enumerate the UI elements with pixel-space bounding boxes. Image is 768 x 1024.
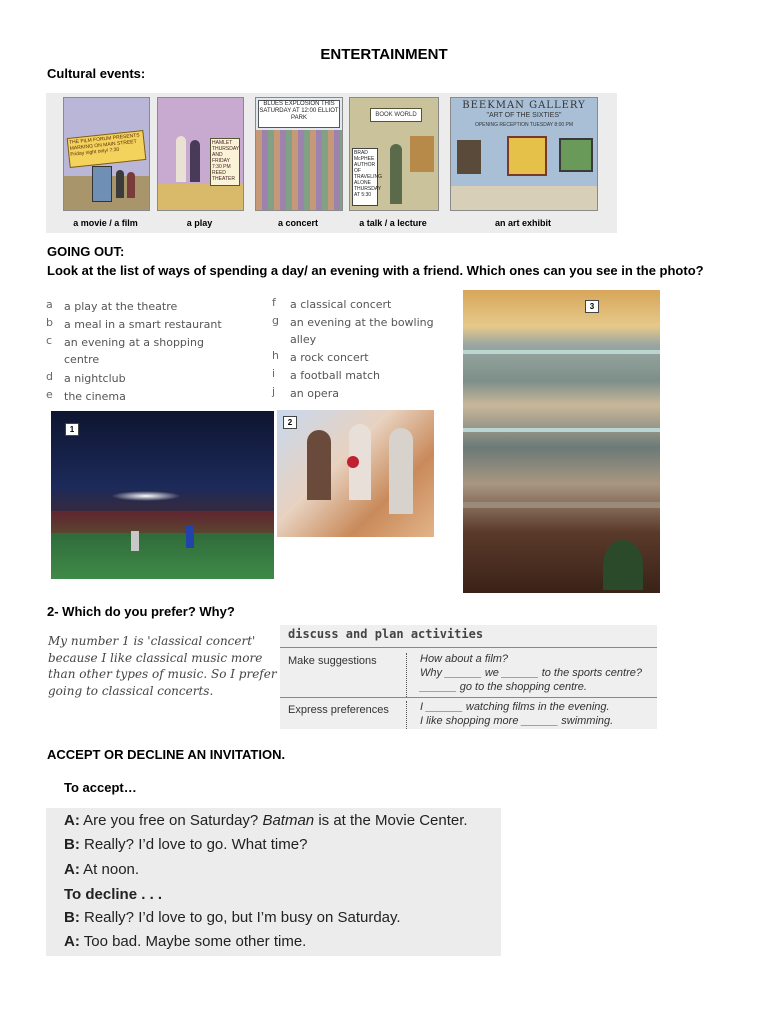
to-accept-label: To accept… (64, 780, 137, 795)
discuss-heading: discuss and plan activities (288, 627, 484, 641)
play-illustration (157, 97, 244, 211)
suggestion-line: Why ______ we ______ to the sports centre? (420, 667, 642, 679)
caption-art-exhibit: an art exhibit (494, 218, 551, 228)
talk-sign: BRAD McPHEE AUTHOR OF TRAVELING ALONE THURSDAY AT 5:30 (352, 148, 378, 206)
activities-list: a a play at the theatre b a meal in a smart restaurant c an evening at a shopping centre d a nightclub e the cinema f a classical concert g an evening at the bowling alley h a rock concert i a football match j an opera (46, 296, 434, 403)
gallery-name: BEEKMAN GALLERY (462, 100, 586, 111)
photo-label-2: 2 (283, 416, 297, 429)
shopping-centre-photo (463, 290, 660, 593)
dialogue-line: B: Really? I’d love to go, but I’m busy on Saturday. (64, 909, 401, 926)
gallery-info: OPENING RECEPTION TUESDAY 8:00 PM (474, 122, 574, 128)
football-match-photo (51, 411, 274, 579)
prefer-heading: 2- Which do you prefer? Why? (47, 604, 235, 619)
art-exhibit-illustration (450, 97, 598, 211)
cultural-events-illustrations (46, 93, 617, 233)
make-suggestions-label: Make suggestions (288, 655, 377, 667)
sample-answer (48, 633, 278, 699)
concert-illustration (255, 97, 343, 211)
gallery-subtitle: "ART OF THE SIXTIES" (486, 112, 562, 119)
dialogue-line: A: Are you free on Saturday? Batman is at the Movie Center. (64, 812, 468, 829)
talk-illustration (349, 97, 439, 211)
sample-line: going to classical concerts. (48, 683, 214, 698)
preference-line: I ______ watching films in the evening. (420, 701, 610, 713)
sample-line: because I like classical music more (48, 650, 263, 665)
going-out-heading: GOING OUT: (47, 244, 125, 259)
dialogue-line: A: Too bad. Maybe some other time. (64, 933, 307, 950)
concert-sign: BLUES EXPLOSION THIS SATURDAY AT 12:00 ELLIOT PARK (258, 100, 340, 128)
sample-line: than other types of music. So I prefer (48, 667, 277, 681)
book-world-sign: BOOK WORLD (370, 108, 422, 122)
sample-line: My number 1 is 'classical concert' (48, 634, 256, 648)
going-out-instruction: Look at the list of ways of spending a day/ an evening with a friend. Which ones can you see in the photo? (47, 263, 704, 278)
page-title: ENTERTAINMENT (320, 46, 448, 63)
movie-illustration (63, 97, 150, 211)
caption-talk: a talk / a lecture (359, 218, 427, 228)
movie-sign: THE FILM FORUM PRESENTS MARKING ON MAIN STREET Friday night only! 7:30 (67, 130, 147, 168)
preference-line: I like shopping more ______ swimming. (420, 715, 614, 727)
caption-play: a play (186, 218, 213, 228)
suggestion-line: How about a film? (420, 653, 509, 665)
invitation-dialogue (46, 808, 501, 956)
cultural-events-heading: Cultural events: (47, 66, 146, 81)
play-sign: HAMLET THURSDAY AND FRIDAY 7:30 PM REED THEATER (210, 138, 240, 186)
suggestion-line: ______ go to the shopping centre. (420, 681, 587, 693)
photo-label-1: 1 (65, 423, 79, 436)
to-decline-label: To decline . . . (64, 886, 163, 903)
photo-label-3: 3 (585, 300, 599, 313)
bowling-alley-photo (277, 410, 434, 537)
invitation-heading: ACCEPT OR DECLINE AN INVITATION. (47, 747, 286, 762)
dialogue-line: A: At noon. (64, 861, 140, 878)
discuss-plan-box (280, 625, 657, 729)
express-preferences-label: Express preferences (288, 704, 389, 716)
caption-concert: a concert (277, 218, 319, 228)
caption-movie: a movie / a film (73, 218, 138, 228)
dialogue-line: B: Really? I’d love to go. What time? (64, 836, 308, 853)
